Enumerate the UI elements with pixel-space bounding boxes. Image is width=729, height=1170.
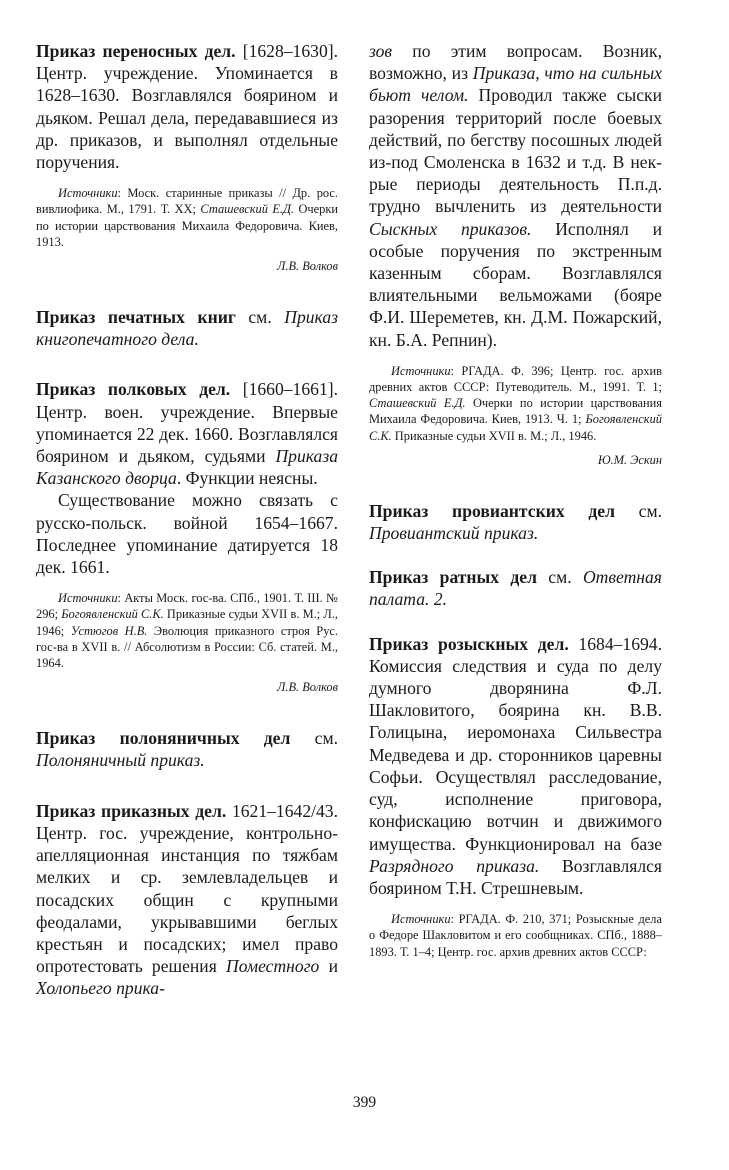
author-signature: Л.В. Волков [276, 259, 338, 274]
cross-reference: Приказа Казанского дворца [36, 446, 338, 489]
cross-reference: Приказ книгопечатного дела. [36, 307, 338, 350]
cross-reference: Приказа, что на сильных бьют челом. [369, 63, 662, 106]
author-signature: Л.В. Волков [276, 680, 338, 695]
entry-paragraph: Существование можно связать с русско-польск. войной 1654–1667. Последнее упоминание датируется 18 дек. 1661. [36, 490, 338, 578]
entry-headword: Приказ полковых дел. [36, 379, 231, 400]
entry-prikaz-ratnykh-del: Приказ ратных дел см. Ответная палата. 2. [369, 567, 662, 610]
cross-reference: Сыскных приказов. [369, 218, 532, 239]
sources-note: Источники: Моск. старинные приказы // Др. рос. вивлиофика. М., 1791. Т. XX; Сташевский Е.Д. Очерки по истории царствования Михаила Федоровича. Киев, 1913. [36, 186, 338, 249]
cross-reference: Провиантский приказ. [369, 523, 539, 544]
cross-reference: Разрядного приказа. [369, 855, 540, 876]
page-number: 399 [352, 1094, 377, 1111]
entry-headword: Приказ ратных дел [369, 567, 537, 588]
entry-headword: Приказ переносных дел. [36, 41, 236, 61]
sources-note: Источники: Акты Моск. гос-ва. СПб., 1901. Т. III. № 296; Богоявленский С.К. Приказные судьи XVII в. М.; Л., 1946; Устюгов Н.В. Эволюция приказного строя Рус. гос-ва в XVII в. // Абсолютизм в России: Сб. статей. М., 1964. [36, 591, 338, 671]
entry-headword: Приказ приказных дел. [36, 800, 227, 821]
entry-headword: Приказ провиантских дел [369, 500, 615, 521]
entry-prikaz-rozysknykh-del: Приказ розыскных дел. 1684–1694. Комиссия следствия и суда по делу думного дворянина Ф.Л. Шакловитого, боярина кн. В.В. Голицына, иеромонаха Сильвестра Медведева и др. сторонников царевны Софьи. Осуществлял расследование, суд, исполнение приговора, конфискацию вотчин и движимого имущества. Функционировал на базе Разрядного приказа. Возглавлялся боярином Т.Н. Стрешневым. [369, 633, 663, 898]
entry-continuation: зов по этим вопросам. Возник, возможно, из Приказа, что на сильных бьют челом. Проводил также сыски разорения территорий после боевых действий, по бегству посошных людей из-под Смоленска в 1632 и т.д. В нек-рые периоды деятельность П.п.д. трудно вычленить из деятельности Сыскных приказов. Исполнял и особые поручения по экстренным казенным сборам. Возглавлялся влиятельными вельможами (бояре Ф.И. Шереметев, кн. Д.М. Пожарский, кн. Б.А. Репнин). [369, 41, 663, 350]
cross-reference: Поместного [226, 956, 320, 977]
sources-note: Источники: РГАДА. Ф. 396; Центр. гос. архив древних актов СССР: Путеводитель. М., 1991. Т. 1; Сташевский Е.Д. Очерки по истории царствования Михаила Федоровича. Киев, 1913. Ч. 1; Богоявленский С.К. Приказные судьи XVII в. М.; Л., 1946. [369, 363, 662, 443]
entry-headword: Приказ полоняничных дел [36, 728, 291, 749]
right-column [369, 40, 662, 960]
entry-prikaz-polkovykh-del: Приказ полковых дел. [1660–1661]. Центр. воен. учреждение. Впервые упоминается 22 дек. 1660. Возглавлялся боярином и дьяком, судьями Приказа Казанского дворца. Функции неясны. [36, 379, 338, 489]
entry-prikaz-proviantskikh-del: Приказ провиантских дел см. Провиантский приказ. [369, 500, 662, 544]
entry-prikaz-prikaznykh-del: Приказ приказных дел. 1621–1642/43. Центр. гос. учреждение, контрольно-апелляционная инстанция по тяжбам мелких и ср. землевладельцев и посадских общин с крупными феодалами, укрывавшими беглых крестьян и посадских; имел право опротестовать решения Поместного и Холопьего прика- [36, 800, 339, 999]
cross-reference: Холопьего прика- [36, 978, 165, 999]
entry-headword: Приказ печатных книг [36, 307, 236, 328]
left-column [36, 40, 338, 1000]
sources-note: Источники: РГАДА. Ф. 210, 371; Розыскные дела о Федоре Шакловитом и его сообщниках. СПб., 1888–1893. Т. 1–4; Центр. гос. архив древних актов СССР: [369, 912, 662, 959]
entry-headword: Приказ розыскных дел. [369, 633, 569, 654]
cross-reference: зов [369, 41, 393, 61]
entry-prikaz-pechatnykh-knig: Приказ печатных книг см. Приказ книгопечатного дела. [36, 307, 338, 350]
author-signature: Ю.М. Эскин [597, 452, 662, 467]
cross-reference: Ответная палата. 2. [369, 567, 662, 610]
entry-prikaz-perenosnykh-del: Приказ переносных дел. [1628–1630]. Центр. учреждение. Упоминается в 1628–1630. Возглавлялся боярином и дьяком. Решал дела, передававшиеся из др. приказов, и выполнял отдельные поручения. [36, 41, 338, 173]
entry-prikaz-polonyanichnykh-del: Приказ полоняничных дел см. Полоняничный приказ. [36, 728, 338, 771]
cross-reference: Полоняничный приказ. [36, 750, 205, 771]
